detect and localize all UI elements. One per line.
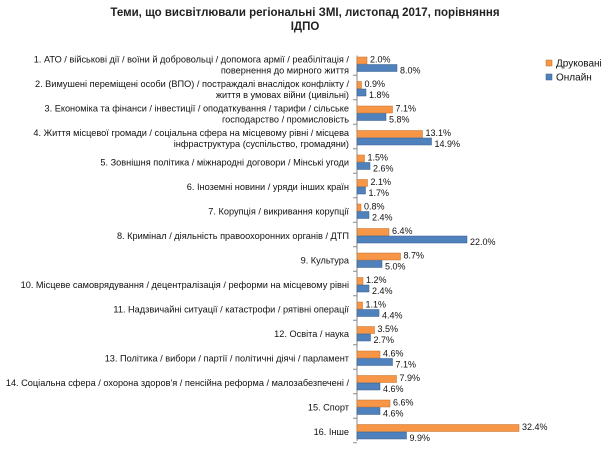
category-label: 1. АТО / військові дії / воїни й добровольці / допомога армії / реабілітація / <box>33 54 349 65</box>
bar-drukovani <box>357 82 362 89</box>
category-label: 5. Зовнішня політика / міжнародні договори / Мінські угоди <box>100 157 349 168</box>
category-label: 10. Місцеве самоврядування / децентралізація / реформи на місцевому рівні <box>20 280 349 290</box>
category-label: 15. Спорт <box>307 402 349 413</box>
category-label: 12. Освіта / наука <box>274 329 349 339</box>
category-label: 13. Політика / вибори / партії / політичні діячі / парламент <box>104 353 349 364</box>
value-label-drukovani: 13.1% <box>425 128 452 138</box>
legend-label: Онлайн <box>556 72 592 84</box>
bar-online <box>357 163 370 170</box>
value-label-online: 2.6% <box>373 163 394 174</box>
value-label-drukovani: 32.4% <box>522 422 548 432</box>
category-label: 2. Вимушені переміщені особи (ВПО) / постраждалі внаслідок конфлікту / <box>34 79 349 89</box>
legend-swatch <box>546 74 552 80</box>
bar-drukovani <box>357 57 367 64</box>
value-label-drukovani: 1.1% <box>365 299 387 310</box>
value-label-drukovani: 0.9% <box>364 79 386 89</box>
category-label: 16. Інше <box>313 427 349 437</box>
bar-drukovani <box>357 229 389 236</box>
category-label: 14. Соціальна сфера / охорона здоров'я / пенсійна реформа / малозабезпечені / <box>5 378 349 388</box>
bar-online <box>357 212 369 219</box>
bar-online <box>357 89 366 96</box>
value-label-online: 4.6% <box>383 384 404 394</box>
bar-online <box>357 310 379 317</box>
category-label: 7. Корупція / викривання корупції <box>208 206 349 217</box>
bar-online <box>357 65 397 72</box>
value-label-online: 4.6% <box>383 408 404 419</box>
value-label-drukovani: 7.9% <box>399 373 421 383</box>
value-label-online: 4.4% <box>382 310 403 321</box>
value-label-drukovani: 2.0% <box>370 54 391 65</box>
value-label-online: 1.8% <box>369 90 390 100</box>
bar-online <box>357 432 407 439</box>
category-label: 6. Іноземні новини / уряди інших країн <box>186 182 349 192</box>
value-label-online: 22.0% <box>470 237 496 247</box>
value-label-drukovani: 1.5% <box>367 152 389 163</box>
bar-drukovani <box>357 278 363 285</box>
chart-title: Теми, що висвітлювали регіональні ЗМІ, листопад 2017, порівняння <box>110 7 500 19</box>
value-label-online: 1.7% <box>368 188 390 198</box>
category-label: життя в умовах війни (цивільні) <box>215 90 349 100</box>
value-label-drukovani: 2.1% <box>370 177 392 187</box>
category-label: 4. Життя місцевої громади / соціальна сфера на місцевому рівні / місцева <box>33 128 349 138</box>
chart-subtitle: ІДПО <box>290 21 320 33</box>
value-label-online: 2.4% <box>372 286 393 296</box>
value-label-drukovani: 3.5% <box>377 324 399 334</box>
value-label-online: 2.4% <box>372 212 393 223</box>
value-label-online: 7.1% <box>395 359 417 370</box>
value-label-online: 5.0% <box>385 261 406 272</box>
bar-online <box>357 261 382 268</box>
category-label: господарство / промисловість <box>222 114 349 125</box>
value-label-drukovani: 1.2% <box>366 275 387 285</box>
category-label: 9. Культура <box>300 255 349 266</box>
bar-drukovani <box>357 376 397 383</box>
bar-drukovani <box>357 155 365 162</box>
category-label: 11. Надзвичайні ситуації / катастрофи / рятівні операції <box>113 304 349 315</box>
value-label-drukovani: 7.1% <box>395 103 417 114</box>
bar-drukovani <box>357 302 363 309</box>
category-label: 8. Кримінал / діяльність правоохоронних органів / ДТП <box>116 231 349 241</box>
category-label: інфраструктура (суспільство, громадяни) <box>173 139 349 149</box>
value-label-online: 9.9% <box>409 433 431 443</box>
bar-drukovani <box>357 253 401 260</box>
value-label-drukovani: 4.6% <box>383 348 404 359</box>
value-label-online: 14.9% <box>434 139 461 149</box>
bar-drukovani <box>357 180 368 187</box>
category-label: 3. Економіка та фінанси / інвестиції / оподаткування / тарифи / сільське <box>44 103 349 114</box>
bar-drukovani <box>357 351 380 358</box>
legend-swatch <box>546 60 552 66</box>
category-label: повернення до мирного життя <box>220 65 349 76</box>
value-label-drukovani: 8.7% <box>403 250 425 261</box>
bar-drukovani <box>357 327 375 334</box>
bar-drukovani <box>357 425 519 432</box>
bar-online <box>357 138 432 145</box>
bar-drukovani <box>357 131 423 138</box>
bar-online <box>357 285 369 292</box>
value-label-drukovani: 6.4% <box>392 226 413 236</box>
value-label-online: 2.7% <box>373 335 395 345</box>
bar-online <box>357 408 380 415</box>
bar-online <box>357 187 366 194</box>
value-label-online: 5.8% <box>389 114 410 125</box>
bar-drukovani <box>357 400 390 407</box>
bar-online <box>357 359 393 366</box>
value-label-online: 8.0% <box>400 65 421 76</box>
bar-drukovani <box>357 106 393 113</box>
bar-online <box>357 236 467 243</box>
legend-label: Друковані <box>556 58 602 70</box>
bar-online <box>357 383 380 390</box>
bar-drukovani <box>357 204 361 211</box>
bar-online <box>357 334 371 341</box>
value-label-drukovani: 0.8% <box>364 201 385 212</box>
value-label-drukovani: 6.6% <box>393 397 414 408</box>
bar-online <box>357 114 386 121</box>
